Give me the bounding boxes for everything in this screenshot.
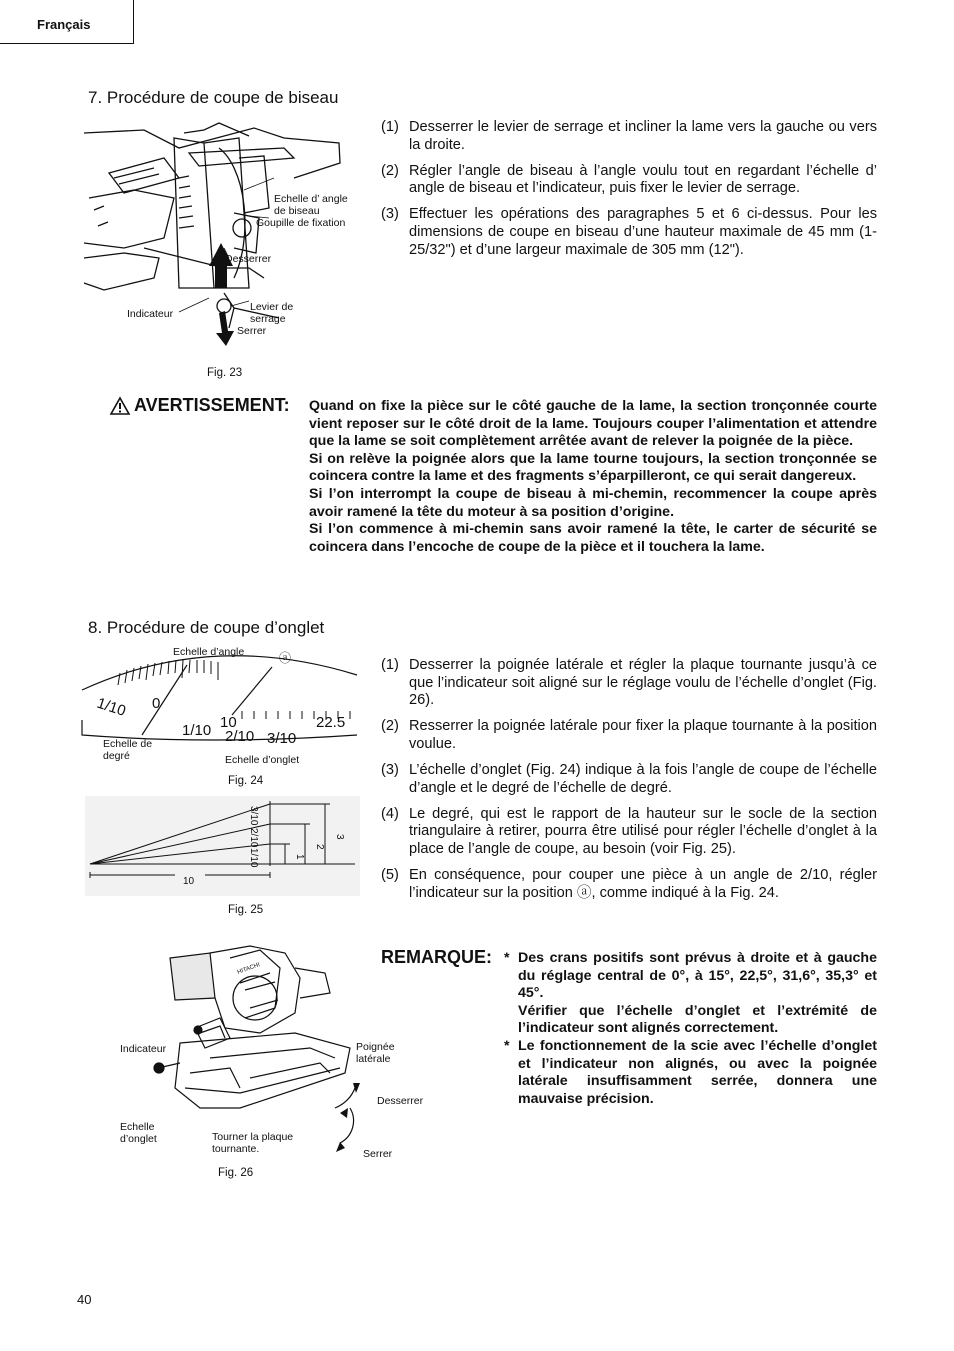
- fig24-label-miter-scale: Echelle d’onglet: [225, 754, 300, 766]
- fig24-mark: 1/10: [182, 722, 212, 739]
- section7-steps: [381, 119, 877, 268]
- fig26-label-side-handle: Poignée latérale: [356, 1041, 395, 1065]
- warning-triangle-icon: [110, 397, 130, 415]
- fig26-label-tighten: Serrer: [363, 1148, 393, 1160]
- page-number: 40: [77, 1292, 92, 1307]
- fig25-illustration: [85, 796, 360, 896]
- fig23-illustration: [84, 118, 344, 348]
- fig23-label-pin: Goupille de fixation: [256, 217, 346, 229]
- warning-heading: AVERTISSEMENT:: [110, 395, 290, 416]
- warning-paragraph: Quand on fixe la pièce sur le côté gauche de la lame, la section tronçonnée courte vient reposer sur le côté droit de la lame. Toujours couper l’alimentation et attendre que la lame se soit complètement arrêtée avant de relever la poignée de la pièce.: [309, 398, 877, 450]
- fig26-label-loosen: Desserrer: [377, 1095, 424, 1107]
- fig23-caption: Fig. 23: [207, 367, 243, 379]
- step-item: (2) Régler l’angle de biseau à l’angle voulu tout en regardant l’échelle d’ angle de biseau et l’indicateur, puis fixer le levier de serrage.: [381, 162, 877, 197]
- fig25-height-label: 1: [294, 854, 305, 860]
- step-item: (1) Desserrer la poignée latérale et régler la plaque tournante jusqu’à ce que l’indicateur soit aligné sur le réglage voulu de l’échelle d’onglet (Fig. 26).: [381, 657, 877, 709]
- warning-paragraph: Si l’on interrompt la coupe de biseau à mi-chemin, recommencer la coupe après avoir ramené la tête du moteur à sa position d’origine.: [309, 485, 877, 520]
- fig23-label-indicator: Indicateur: [127, 308, 174, 320]
- fig23-label-loosen: Desserrer: [225, 253, 272, 265]
- remark-heading: REMARQUE:: [381, 947, 492, 967]
- fig25-ratio-label: 1/10: [248, 848, 259, 868]
- fig25-caption: Fig. 25: [228, 904, 264, 916]
- fig24-mark: 22.5: [316, 714, 346, 731]
- warning-paragraph: Si on relève la poignée alors que la lame tourne toujours, la section tronçonnée se coincera contre la lame et des fragments s’éparpilleront, ce qui serait dangereux.: [309, 450, 877, 485]
- fig26-label-turn-table: Tourner la plaque tournante.: [212, 1131, 294, 1155]
- fig24-mark: 2/10: [225, 728, 255, 745]
- fig26-label-indicator: Indicateur: [120, 1043, 167, 1055]
- fig24-mark: 3/10: [267, 730, 297, 747]
- fig26-illustration: [150, 938, 380, 1153]
- fig24-label-angle-scale: Echelle d’angle: [173, 646, 245, 658]
- fig25-height-label: 2: [314, 844, 325, 850]
- fig24-label-degree-scale: Echelle de degré: [103, 738, 153, 762]
- fig25-height-label: 3: [334, 834, 345, 840]
- remark-line: Vérifier que l’échelle d’onglet et l’extrémité de l’indicateur sont alignés correctement.: [518, 1002, 877, 1037]
- step-item: (1) Desserrer le levier de serrage et incliner la lame vers la gauche ou vers la droite.: [381, 119, 877, 153]
- fig25-base-label: 10: [183, 876, 195, 887]
- fig25-ratio-label: 3/10: [248, 806, 259, 826]
- language-tab: Français: [0, 0, 134, 44]
- step-item: (4) Le degré, qui est le rapport de la hauteur sur le socle de la section triangulaire à retirer, pourra être utilisé pour régler l’échelle d’onglet à la place de l’angle de coupe, au besoin (voir Fig. 25).: [381, 805, 877, 857]
- fig23-label-tighten: Serrer: [237, 325, 267, 337]
- fig24-mark: 0: [152, 695, 161, 712]
- section-title-bevel-cut: 7. Procédure de coupe de biseau: [88, 88, 339, 107]
- warning-paragraph: Si l’on commence à mi-chemin sans avoir ramené la tête, le carter de sécurité se coincera dans l’encoche de coupe de la pièce et il touchera la lame.: [309, 521, 877, 555]
- fig26-brand: HITACHI: [236, 962, 261, 976]
- remark-item: * Le fonctionnement de la scie avec l’échelle d’onglet et l’indicateur non alignés, ou avec la poignée latérale insuffisamment serrée, donnera une mauvaise précision.: [504, 1037, 877, 1107]
- fig25-ratio-label: 2/10: [248, 828, 259, 848]
- section-title-miter-cut: 8. Procédure de coupe d’onglet: [88, 618, 325, 637]
- remark-item: * Des crans positifs sont prévus à droite et à gauche du réglage central de 0°, à 15°, 22,5°, 31,6°, 35,3° et 45°. Vérifier que l’échelle d’onglet et l’extrémité de l’indicateur sont alignés correctement.: [504, 950, 877, 1037]
- fig23-label-lever: Levier de serrage: [250, 301, 294, 325]
- fig26-label-miter-scale: Echelle d’onglet: [120, 1121, 157, 1145]
- fig24-caption: Fig. 24: [228, 775, 264, 787]
- fig24-mark: 1/10: [94, 694, 128, 720]
- step-item: (3) L’échelle d’onglet (Fig. 24) indique à la fois l’angle de coupe de l’échelle d’angle et le degré de l’échelle de degré.: [381, 761, 877, 796]
- fig26-caption: Fig. 26: [218, 1167, 254, 1179]
- step-item: (3) Effectuer les opérations des paragraphes 5 et 6 ci-dessus. Pour les dimensions de coupe en biseau d’une hauteur maximale de 45 mm (1-25/32") et d’une largeur maximale de 305 mm (12").: [381, 206, 877, 258]
- fig23-label-bevel-scale: Echelle d’ angle de biseau: [274, 193, 348, 217]
- remark-line: Le fonctionnement de la scie avec l’échelle d’onglet et l’indicateur non alignés, ou avec la poignée latérale insuffisamment serrée, donnera une mauvaise précision.: [518, 1037, 877, 1107]
- step-item: (2) Resserrer la poignée latérale pour fixer la plaque tournante à la position voulue.: [381, 718, 877, 752]
- warning-body: [309, 398, 877, 556]
- remark-line: Des crans positifs sont prévus à droite et à gauche du réglage central de 0°, à 15°, 22,5°, 31,6°, 35,3° et 45°.: [518, 950, 877, 1002]
- step-item: (5) En conséquence, pour couper une pièce à un angle de 2/10, régler l’indicateur sur la position ⓐ, comme indiqué à la Fig. 24.: [381, 866, 877, 901]
- remark-body: [504, 950, 877, 1108]
- section8-steps: [381, 657, 877, 911]
- fig24-label-marker-a: ⓐ: [279, 651, 292, 665]
- fig24-mark: 10: [220, 714, 237, 731]
- fig24-illustration: [82, 645, 357, 750]
